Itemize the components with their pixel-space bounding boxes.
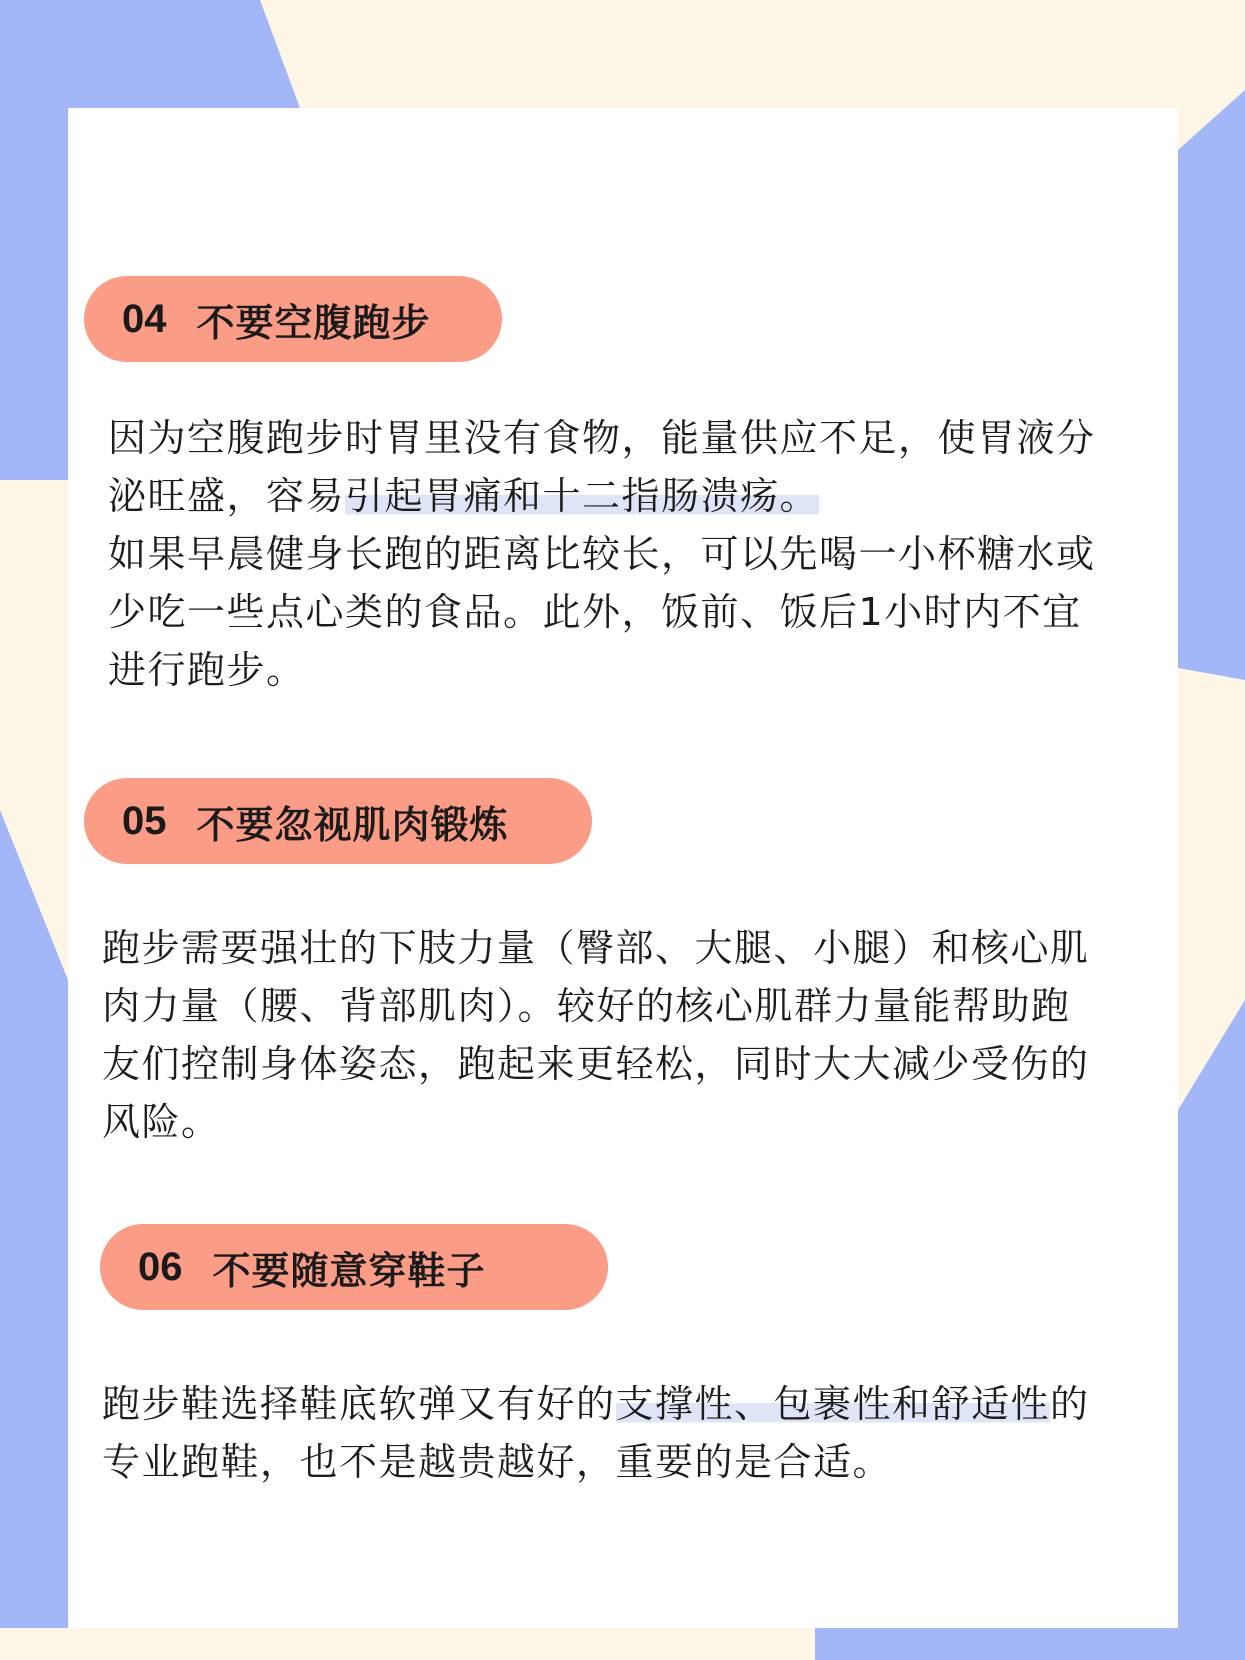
section-title: 不要忽视肌肉锻炼 xyxy=(196,802,509,847)
section-04-body xyxy=(108,409,1098,699)
text-run: 跑步需要强壮的下肢力量（臀部、大腿、小腿）和核心肌肉力量（腰、背部肌肉）。较好的核心肌群力量能帮助跑友们控制身体姿态，跑起来更轻松，同时大大减少受伤的风险。 xyxy=(102,926,1090,1144)
section-number: 04 xyxy=(122,296,167,341)
text-run: 的专业跑鞋，也不是越贵越好，重要的是合适。 xyxy=(102,1382,1090,1484)
highlighted-text: 引起胃痛和十二指肠溃疡。 xyxy=(345,474,820,518)
section-05-body xyxy=(102,919,1092,1151)
section-05-heading xyxy=(84,778,592,864)
section-number: 05 xyxy=(122,798,167,843)
bg-blue-shape-right-top xyxy=(1178,90,1245,680)
paragraph xyxy=(102,1375,1092,1491)
section-title: 不要空腹跑步 xyxy=(196,300,431,345)
text-run: 跑步鞋选择鞋底软弹又有好的 xyxy=(102,1382,616,1426)
section-number: 06 xyxy=(138,1244,183,1289)
bg-blue-shape-left-bottom xyxy=(0,810,68,1628)
paragraph xyxy=(108,409,1098,525)
highlighted-text: 支撑性、包裹性和舒适性 xyxy=(615,1382,1051,1426)
paragraph xyxy=(102,919,1092,1151)
bg-blue-shape-right-bottom xyxy=(1178,1000,1245,1660)
paragraph xyxy=(108,525,1098,699)
section-title: 不要随意穿鞋子 xyxy=(212,1248,486,1293)
bg-blue-shape-bottom xyxy=(815,1628,1178,1660)
section-06-body xyxy=(102,1375,1092,1491)
section-04-heading xyxy=(84,276,502,362)
text-run: 因为空腹跑步时胃里没有食物，能量供应不足，使胃液分泌旺盛，容易 xyxy=(108,416,1096,518)
section-06-heading xyxy=(100,1224,608,1310)
text-run: 如果早晨健身长跑的距离比较长，可以先喝一小杯糖水或少吃一些点心类的食品。此外，饭前、饭后1小时内不宜进行跑步。 xyxy=(108,532,1096,692)
